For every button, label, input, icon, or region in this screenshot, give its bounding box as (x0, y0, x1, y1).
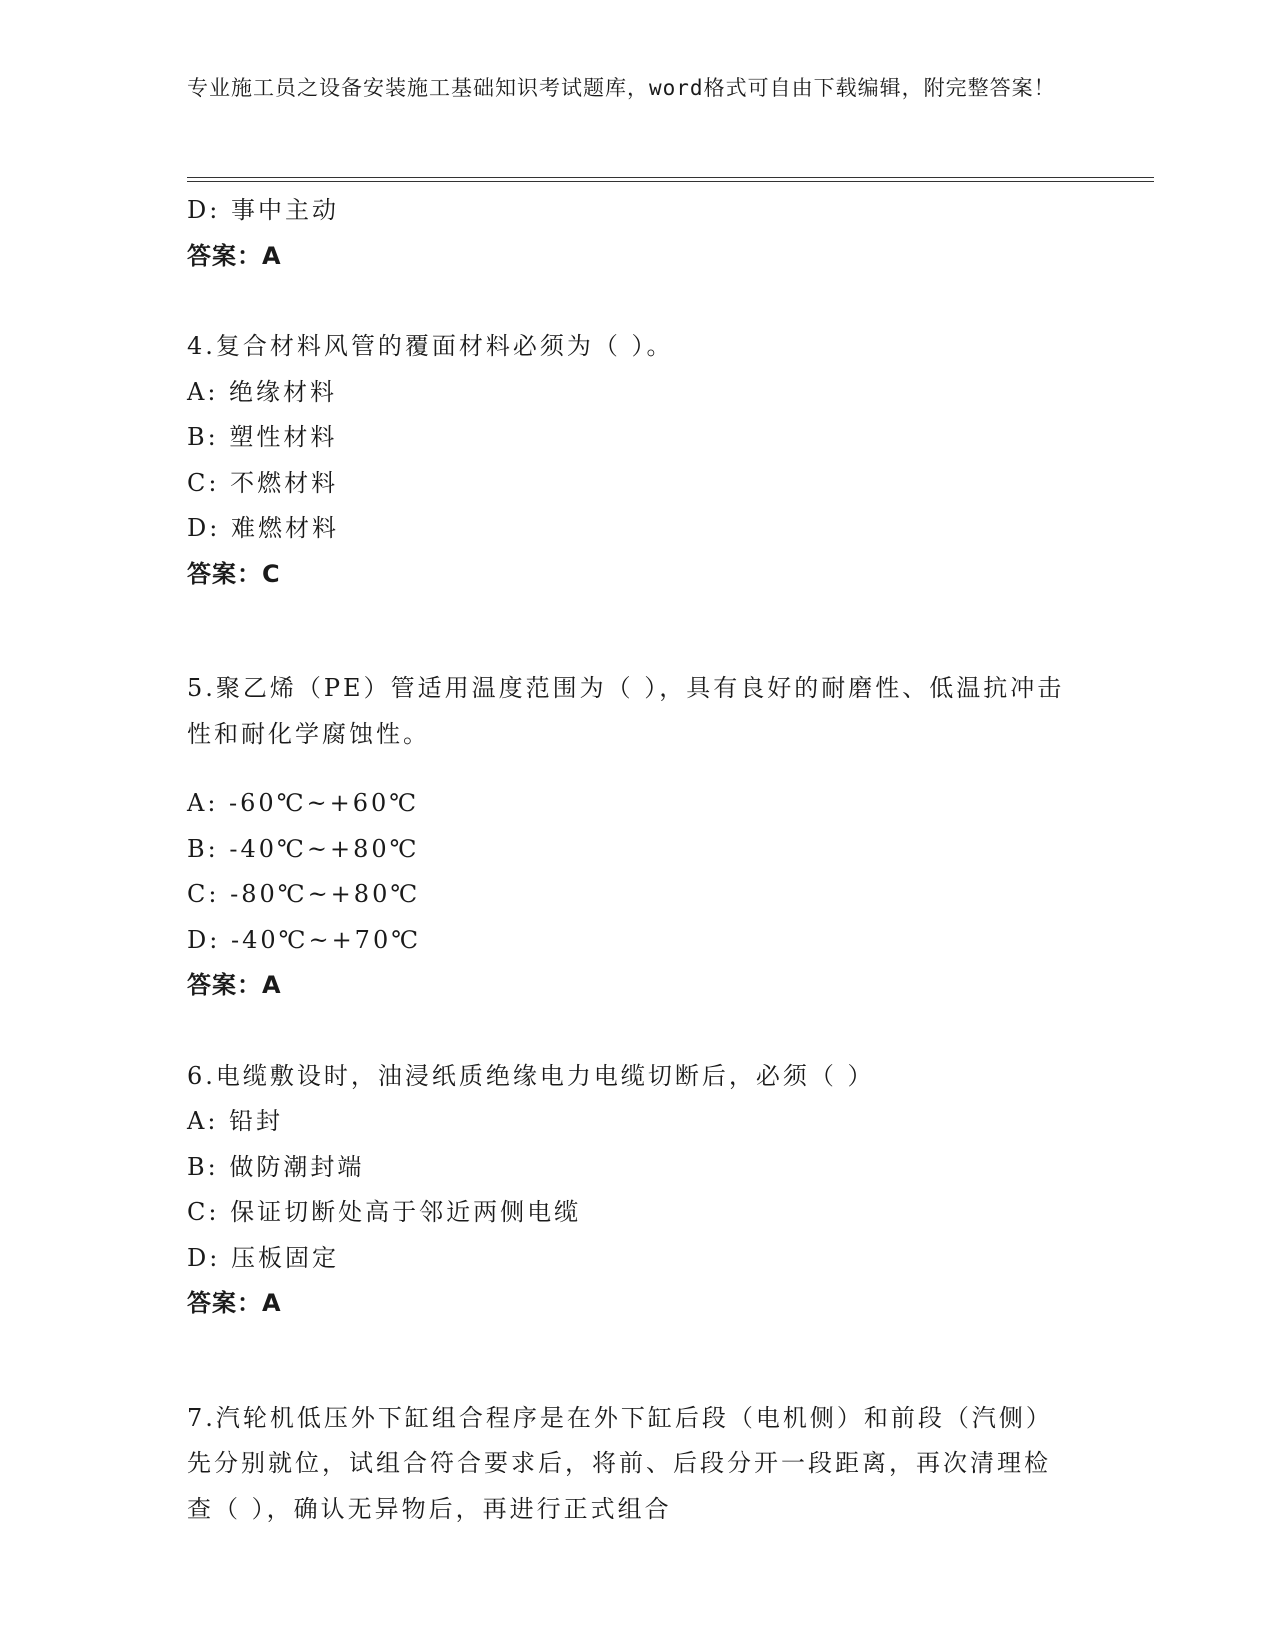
question-text: 4.复合材料风管的覆面材料必须为（ ）。 (187, 332, 674, 360)
answer-text: 答案：A (187, 1289, 282, 1317)
option-text: D: 难燃材料 (187, 514, 339, 542)
option-text: C: 不燃材料 (187, 468, 339, 497)
question-text: 7.汽轮机低压外下缸组合程序是在外下缸后段（电机侧）和前段（汽侧）先分别就位，试组合符合要求后，将前、后段分开一段距离，再次清理检查（ ），确认无异物后，再进行正式组合 (187, 1403, 1053, 1523)
answer-text: 答案：A (187, 241, 282, 270)
option-text: D: 压板固定 (187, 1243, 339, 1272)
option-text: C: 保证切断处高于邻近两侧电缆 (187, 1198, 582, 1226)
option-text: B: 做防潮封端 (187, 1152, 365, 1181)
question-text: 6.电缆敷设时，油浸纸质绝缘电力电缆切断后，必须（ ） (187, 1061, 875, 1090)
header-divider (187, 177, 1154, 178)
header-divider-secondary (187, 181, 1154, 182)
option-text: A: -60℃~+60℃ (187, 789, 420, 817)
question-list (187, 188, 1077, 1556)
option-text: B: -40℃~+80℃ (187, 834, 420, 863)
question-text: 5.聚乙烯（PE）管适用温度范围为（ ），具有良好的耐磨性、低温抗冲击性和耐化学腐蚀性。 (187, 674, 1065, 748)
answer-text: 答案：A (187, 971, 282, 999)
option-text: A: 绝缘材料 (187, 377, 338, 406)
option-text: B: 塑性材料 (187, 423, 338, 451)
option-text: D: -40℃~+70℃ (187, 925, 422, 954)
option-text: C: -80℃~+80℃ (187, 880, 421, 908)
option-text: D: 事中主动 (187, 196, 339, 224)
answer-text: 答案：C (187, 559, 281, 588)
document-header: 专业施工员之设备安装施工基础知识考试题库，word格式可自由下载编辑，附完整答案！ (187, 76, 1056, 100)
option-text: A: 铅封 (187, 1107, 284, 1135)
